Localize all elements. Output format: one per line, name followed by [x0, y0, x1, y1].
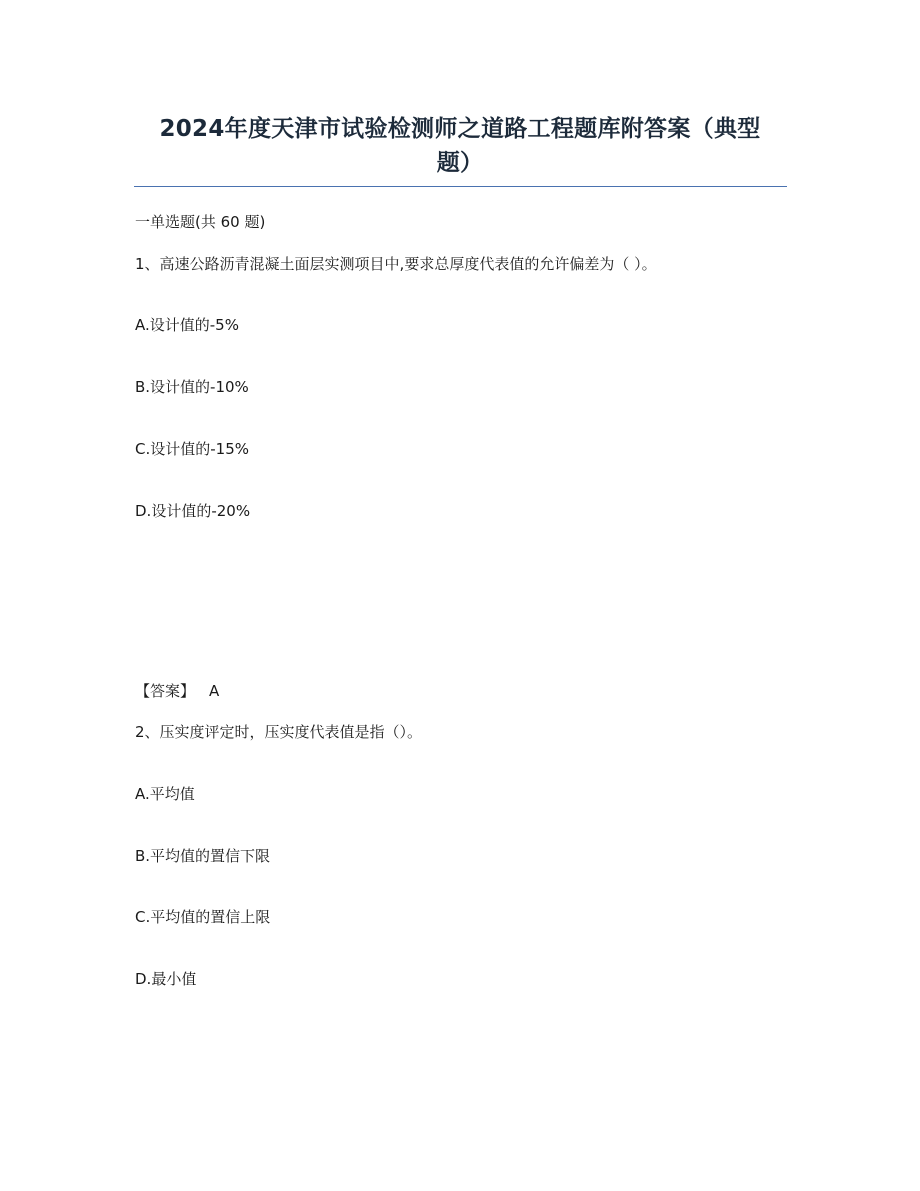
title-divider: [134, 186, 787, 187]
question-2-option-c: C.平均值的置信上限: [135, 908, 271, 926]
question-1-option-d: D.设计值的-20%: [135, 502, 251, 520]
answer-label: 【答案】: [135, 682, 196, 700]
question-2-option-d: D.最小值: [135, 970, 197, 988]
question-1-answer: [135, 681, 219, 701]
question-2-option-a: A.平均值: [135, 785, 195, 803]
section-header: 一单选题(共 60 题): [135, 213, 266, 231]
document-title-line-2: 题）: [436, 150, 484, 176]
question-2-stem: 2、压实度评定时，压实度代表值是指（）。: [135, 723, 423, 741]
question-1-option-a: A.设计值的-5%: [135, 316, 239, 334]
answer-value: A: [209, 682, 220, 700]
question-2-option-b: B.平均值的置信下限: [135, 847, 271, 865]
document-title-line-1: 2024年度天津市试验检测师之道路工程题库附答案（典型: [159, 116, 761, 142]
document-title: [134, 112, 786, 180]
question-1-stem: 1、高速公路沥青混凝土面层实测项目中,要求总厚度代表值的允许偏差为（ ）。: [135, 255, 657, 273]
question-1-option-b: B.设计值的-10%: [135, 378, 249, 396]
question-1-option-c: C.设计值的-15%: [135, 440, 249, 458]
